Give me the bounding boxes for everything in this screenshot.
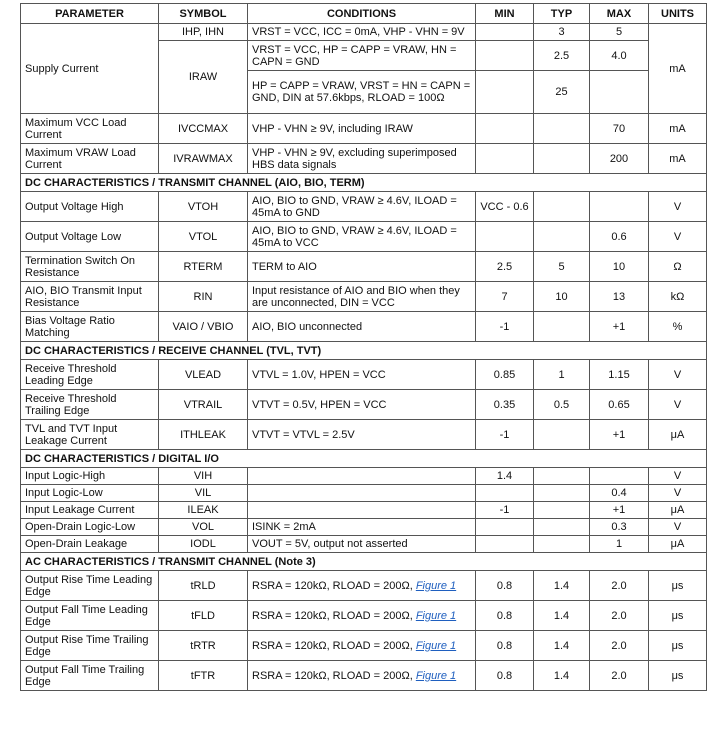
units-text: % [672,320,683,333]
section-header [21,553,707,571]
max-vraw-units: mA [649,144,707,174]
cell-units [649,282,707,312]
cell-typ [534,571,590,601]
header-symbol: SYMBOL [159,4,248,24]
min-text: 0.85 [493,368,516,381]
section-ac-transmit: AC CHARACTERISTICS / TRANSMIT CHANNEL (Note 3) [21,553,707,571]
cell-conditions [248,601,476,631]
parameter-text: Receive Threshold Trailing Edge [25,392,117,417]
cell-conditions [248,360,476,390]
units-text: Ω [673,260,682,273]
cell-parameter [21,502,159,519]
table-row [21,502,707,519]
parameter-text: Bias Voltage Ratio Matching [25,314,115,339]
cell-min [476,571,534,601]
cell-parameter [21,420,159,450]
cell-conditions [248,420,476,450]
supply-row1-symbol: IHP, IHN [159,24,248,41]
cell-min [476,502,534,519]
typ-text: 1 [558,368,565,381]
header-max: MAX [590,4,649,24]
parameter-text: Receive Threshold Leading Edge [25,362,117,387]
parameter-text: AIO, BIO Transmit Input Resistance [25,284,142,309]
symbol-text: ITHLEAK [180,428,226,441]
cell-max [590,468,649,485]
units-text: V [673,230,682,243]
dc-digital-group [21,450,707,468]
parameter-text: Termination Switch On Resistance [25,254,136,279]
max-text: 13 [612,290,626,303]
max-text: 2.0 [611,579,627,592]
cell-max [590,485,649,502]
supply-row2-symbol: IRAW [159,41,248,114]
cell-max [590,536,649,553]
cell-units [649,502,707,519]
max-text: 2.0 [611,609,627,622]
cell-min [476,468,534,485]
max-text: 0.4 [611,487,627,499]
header-units: UNITS [649,4,707,24]
min-text: -1 [499,428,510,441]
cell-min [476,420,534,450]
supply-row3-conditions: HP = CAPP = VRAW, VRST = HN = CAPN = GND, DIN at 57.6kbps, RLOAD = 100Ω [248,71,476,114]
conditions-text: AIO, BIO to GND, VRAW ≥ 4.6V, ILOAD = 45mA to GND [252,194,457,219]
table-row [21,519,707,536]
max-text: 1 [615,538,623,550]
parameter-text: Output Voltage Low [25,230,122,243]
cell-typ [534,468,590,485]
header-conditions: CONDITIONS [248,4,476,24]
cell-symbol [159,282,248,312]
cell-symbol [159,468,248,485]
cell-min [476,312,534,342]
typ-text: 10 [555,290,568,303]
supply-row2-typ: 2.5 [534,41,590,71]
conditions-text: RSRA = 120kΩ, RLOAD = 200Ω, [252,609,413,622]
cell-symbol [159,571,248,601]
cell-typ [534,519,590,536]
typ-text: 5 [558,260,565,273]
parameter-text: Output Voltage High [25,200,124,213]
table-row [21,312,707,342]
symbol-text: tRTR [190,639,216,652]
cell-symbol [159,485,248,502]
cell-max [590,502,649,519]
figure-link[interactable]: Figure 1 [415,579,457,592]
conditions-text: VTVT = 0.5V, HPEN = VCC [252,398,387,411]
cell-conditions [248,468,476,485]
cell-units [649,252,707,282]
parameter-text: Input Logic-Low [25,487,103,499]
conditions-text: VTVT = VTVL = 2.5V [252,428,355,441]
conditions-text: RSRA = 120kΩ, RLOAD = 200Ω, [252,639,413,652]
section-header [21,174,707,192]
max-text: 10 [612,260,626,273]
header-typ: TYP [534,4,590,24]
ac-transmit-rows [21,571,707,691]
symbol-text: tFTR [190,669,216,682]
dc-receive-rows [21,360,707,450]
table-row [21,144,707,174]
conditions-text: RSRA = 120kΩ, RLOAD = 200Ω, [252,669,413,682]
conditions-text: TERM to AIO [252,260,317,273]
cell-conditions [248,485,476,502]
conditions-text: RSRA = 120kΩ, RLOAD = 200Ω, [252,579,413,592]
cell-parameter [21,519,159,536]
max-vraw-max: 200 [590,144,649,174]
cell-min [476,192,534,222]
symbol-text: ILEAK [187,504,219,516]
cell-min [476,360,534,390]
table-row [21,252,707,282]
cell-conditions [248,519,476,536]
cell-min [476,661,534,691]
typ-text: 1.4 [553,669,570,682]
header-parameter: PARAMETER [21,4,159,24]
header-min: MIN [476,4,534,24]
table-row [21,631,707,661]
cell-units [649,192,707,222]
cell-units [649,536,707,553]
cell-symbol [159,631,248,661]
cell-units [649,519,707,536]
cell-typ [534,420,590,450]
cell-typ [534,502,590,519]
cell-typ [534,360,590,390]
symbol-text: IODL [190,538,216,550]
symbol-text: tRLD [190,579,216,592]
section-dc-transmit: DC CHARACTERISTICS / TRANSMIT CHANNEL (AIO, BIO, TERM) [21,174,707,192]
cell-min [476,485,534,502]
parameter-text: Output Rise Time Trailing Edge [25,633,149,658]
max-vcc-parameter: Maximum VCC Load Current [21,114,159,144]
header-row [21,4,707,24]
conditions-text: AIO, BIO unconnected [252,320,363,333]
table-row [21,390,707,420]
cell-min [476,282,534,312]
table-row [21,571,707,601]
table-row [21,536,707,553]
cell-units [649,420,707,450]
cell-min [476,631,534,661]
cell-symbol [159,252,248,282]
max-text: 0.6 [611,230,627,243]
cell-symbol [159,192,248,222]
cell-max [590,222,649,252]
units-text: V [673,487,682,499]
conditions-text: ISINK = 2mA [252,521,316,533]
units-text: μs [671,669,684,682]
cell-conditions [248,282,476,312]
cell-max [590,571,649,601]
cell-parameter [21,631,159,661]
units-text: V [673,398,682,411]
cell-typ [534,192,590,222]
cell-max [590,252,649,282]
cell-symbol [159,536,248,553]
cell-max [590,519,649,536]
max-text: 2.0 [611,669,627,682]
units-text: μA [670,538,685,550]
cell-units [649,571,707,601]
max-vraw-parameter: Maximum VRAW Load Current [21,144,159,174]
min-text: 2.5 [496,260,513,273]
supply-row2-max: 4.0 [590,41,649,71]
cell-max [590,360,649,390]
cell-symbol [159,502,248,519]
electrical-characteristics-table [20,3,707,691]
min-text: 0.8 [496,579,513,592]
units-text: μA [670,504,685,516]
parameter-text: Open-Drain Leakage [25,538,128,550]
symbol-text: RIN [193,290,213,303]
conditions-text: Input resistance of AIO and BIO when they are unconnected, DIN = VCC [252,284,460,309]
section-dc-receive: DC CHARACTERISTICS / RECEIVE CHANNEL (TVL, TVT) [21,342,707,360]
cell-conditions [248,661,476,691]
cell-symbol [159,420,248,450]
parameter-text: Open-Drain Logic-Low [25,521,136,533]
cell-parameter [21,536,159,553]
symbol-text: VTOL [188,230,218,243]
cell-typ [534,601,590,631]
table-row [21,420,707,450]
cell-parameter [21,252,159,282]
symbol-text: VTRAIL [183,398,223,411]
cell-typ [534,252,590,282]
units-text: μs [671,639,684,652]
table-row [21,192,707,222]
figure-link[interactable]: Figure 1 [415,669,457,682]
figure-link[interactable]: Figure 1 [415,639,457,652]
cell-max [590,390,649,420]
parameter-text: Output Rise Time Leading Edge [25,573,153,598]
cell-units [649,390,707,420]
parameter-text: Output Fall Time Trailing Edge [25,663,145,688]
parameter-text: Input Leakage Current [25,504,135,516]
cell-units [649,360,707,390]
dc-digital-rows [21,468,707,553]
symbol-text: VOL [191,521,214,533]
cell-max [590,282,649,312]
min-text: -1 [499,504,510,516]
max-text: +1 [612,320,626,333]
cell-parameter [21,192,159,222]
table-row [21,24,707,41]
supply-row1-conditions: VRST = VCC, ICC = 0mA, VHP - VHN = 9V [248,24,476,41]
max-text: 0.65 [608,398,630,411]
max-text: +1 [612,504,626,516]
cell-symbol [159,390,248,420]
cell-typ [534,631,590,661]
table-row [21,282,707,312]
cell-typ [534,536,590,553]
units-text: kΩ [670,290,685,303]
units-text: V [673,521,682,533]
table-row [21,661,707,691]
ac-transmit-group [21,553,707,571]
units-text: V [673,470,682,482]
cell-min [476,252,534,282]
symbol-text: VIL [194,487,212,499]
cell-parameter [21,282,159,312]
cell-max [590,192,649,222]
cell-typ [534,485,590,502]
symbol-text: VIH [193,470,213,482]
figure-link[interactable]: Figure 1 [415,609,457,622]
max-text: 2.0 [611,639,627,652]
conditions-text: VTVL = 1.0V, HPEN = VCC [252,368,386,381]
table-row [21,222,707,252]
section-dc-digital-io: DC CHARACTERISTICS / DIGITAL I/O [21,450,707,468]
parameter-text: TVL and TVT Input Leakage Current [25,422,118,447]
cell-symbol [159,661,248,691]
cell-conditions [248,502,476,519]
cell-units [649,312,707,342]
cell-min [476,390,534,420]
cell-conditions [248,312,476,342]
cell-min [476,519,534,536]
symbol-text: tFLD [191,609,215,622]
min-text: -1 [499,320,510,333]
cell-conditions [248,390,476,420]
units-text: V [673,368,682,381]
symbol-text: RTERM [183,260,223,273]
cell-conditions [248,536,476,553]
symbol-text: VAIO / VBIO [172,320,234,333]
cell-typ [534,282,590,312]
cell-max [590,631,649,661]
cell-conditions [248,252,476,282]
dc-receive-group [21,342,707,360]
symbol-text: VLEAD [184,368,222,381]
supply-row2-conditions: VRST = VCC, HP = CAPP = VRAW, HN = CAPN = GND [248,41,476,71]
dc-transmit-rows [21,192,707,342]
cell-units [649,601,707,631]
cell-max [590,312,649,342]
cell-units [649,485,707,502]
cell-max [590,420,649,450]
max-vcc-units: mA [649,114,707,144]
cell-typ [534,390,590,420]
cell-conditions [248,222,476,252]
cell-typ [534,222,590,252]
dc-transmit-group [21,174,707,192]
typ-text: 1.4 [553,579,570,592]
cell-min [476,222,534,252]
cell-units [649,468,707,485]
min-text: 0.35 [493,398,516,411]
cell-units [649,631,707,661]
min-text: 0.8 [496,609,513,622]
conditions-text: AIO, BIO to GND, VRAW ≥ 4.6V, ILOAD = 45mA to VCC [252,224,457,249]
cell-parameter [21,571,159,601]
max-vraw-symbol: IVRAWMAX [159,144,248,174]
units-text: μs [671,579,684,592]
cell-parameter [21,222,159,252]
max-vcc-conditions: VHP - VHN ≥ 9V, including IRAW [248,114,476,144]
max-text: 1.15 [608,368,630,381]
units-text: V [673,200,682,213]
cell-parameter [21,601,159,631]
cell-conditions [248,192,476,222]
cell-typ [534,661,590,691]
cell-symbol [159,222,248,252]
cell-parameter [21,360,159,390]
cell-symbol [159,601,248,631]
supply-row3-typ: 25 [534,71,590,114]
min-text: 1.4 [496,470,513,482]
units-text: μs [671,609,684,622]
min-text: 7 [501,290,508,303]
supply-current-units: mA [649,24,707,114]
cell-parameter [21,661,159,691]
typ-text: 0.5 [553,398,570,411]
cell-parameter [21,312,159,342]
cell-typ [534,312,590,342]
max-text: 0.3 [611,521,627,533]
cell-conditions [248,571,476,601]
min-text: 0.8 [496,669,513,682]
cell-units [649,222,707,252]
cell-min [476,601,534,631]
table-row [21,360,707,390]
cell-min [476,536,534,553]
supply-row1-typ: 3 [534,24,590,41]
cell-max [590,601,649,631]
cell-symbol [159,312,248,342]
parameter-text: Output Fall Time Leading Edge [25,603,148,628]
typ-text: 1.4 [553,639,570,652]
section-header [21,450,707,468]
supply-row1-max: 5 [590,24,649,41]
min-text: VCC - 0.6 [480,200,529,213]
symbol-text: VTOH [187,200,219,213]
max-vcc-symbol: IVCCMAX [159,114,248,144]
supply-current-parameter: Supply Current [21,24,159,114]
typ-text: 1.4 [553,609,570,622]
cell-parameter [21,485,159,502]
section-header [21,342,707,360]
conditions-text: VOUT = 5V, output not asserted [252,538,408,550]
table-row [21,601,707,631]
table-row [21,485,707,502]
units-text: μA [670,428,685,441]
cell-parameter [21,390,159,420]
parameter-text: Input Logic-High [25,470,106,482]
max-vcc-max: 70 [590,114,649,144]
cell-units [649,661,707,691]
min-text: 0.8 [496,639,513,652]
cell-conditions [248,631,476,661]
cell-max [590,661,649,691]
cell-symbol [159,519,248,536]
max-text: +1 [612,428,626,441]
cell-parameter [21,468,159,485]
cell-symbol [159,360,248,390]
table-row [21,468,707,485]
max-vraw-conditions: VHP - VHN ≥ 9V, excluding superimposed HBS data signals [248,144,476,174]
table-row [21,114,707,144]
